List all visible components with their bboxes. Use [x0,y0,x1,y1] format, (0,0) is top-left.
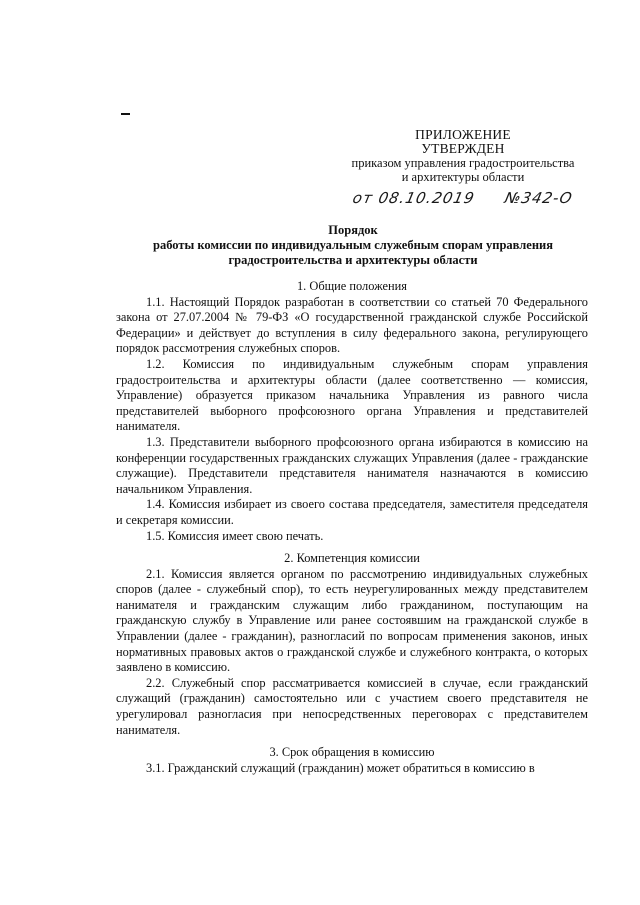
paragraph: 1.1. Настоящий Порядок разработан в соответствии со статьей 70 Федерального закона от 27.07.2004 № 79-ФЗ «О государственной гражданской службе Российской Федерации» и действует до вступления в силу федерального закона, регулирующего порядок рассмотрения служебных споров. [116,294,588,356]
section-gap [116,544,588,551]
margin-dash-mark [121,113,130,115]
handwritten-order-reference [353,187,583,211]
approval-approved: УТВЕРЖДЕН [421,141,505,156]
document-body [116,279,588,776]
approval-title: ПРИЛОЖЕНИЕ [415,127,511,142]
paragraph: 2.2. Служебный спор рассматривается комиссией в случае, если гражданский служащий (гражданин) самостоятельно или с участием своего представителя не урегулировал разногласия при непосредственных переговорах с представителем нанимателя. [116,675,588,737]
section-heading: 1. Общие положения [296,279,407,293]
section-heading: 2. Компетенция комиссии [284,551,420,566]
paragraph: 1.4. Комиссия избирает из своего состава председателя, заместителя председателя и секретаря комиссии. [116,497,588,527]
paragraph: 1.2. Комиссия по индивидуальным служебным спорам управления градостроительства и архитектуры области (далее соответственно — комиссия, Управление) образуется приказом начальника Управления из равного числа представителей выборного профсоюзного органа Управления и представителей нанимателя. [116,356,588,434]
section-gap [116,738,588,745]
handwritten-number: №342-О [503,189,575,207]
paragraph: 1.3. Представители выборного профсоюзного органа избираются в комиссию на конференции государственных гражданских служащих Управления (далее - гражданские служащие). Представители представителя нанимателя назначаются в комиссию начальником Управления. [116,434,588,496]
approval-block [338,128,588,184]
document-title-line-2: работы комиссии по индивидуальным служебным спорам управления [153,238,553,252]
document-title-line-3: градостроительства и архитектуры области [228,253,478,267]
approval-line-1: приказом управления градостроительства [351,156,575,170]
document-title [118,223,588,268]
section-heading: 3. Срок обращения в комиссию [269,745,435,760]
handwritten-date: от 08.10.2019 [351,189,477,207]
document-title-line-1: Порядок [328,223,378,237]
paragraph: 3.1. Гражданский служащий (гражданин) может обратиться в комиссию в [146,760,535,775]
paragraph: 2.1. Комиссия является органом по рассмотрению индивидуальных служебных споров (далее - служебный спор), то есть неурегулированных между представителем нанимателя и гражданским служащим либо гражданином, поступающим на гражданскую службу в Управление или ранее состоявшим на гражданской службе в Управлении (далее - гражданин), разногласий по вопросам применения законов, иных нормативных правовых актов о гражданской службе и служебного контракта, о которых заявлено в комиссию. [116,566,588,675]
approval-line-2: и архитектуры области [401,170,525,184]
paragraph: 1.5. Комиссия имеет свою печать. [146,528,324,543]
